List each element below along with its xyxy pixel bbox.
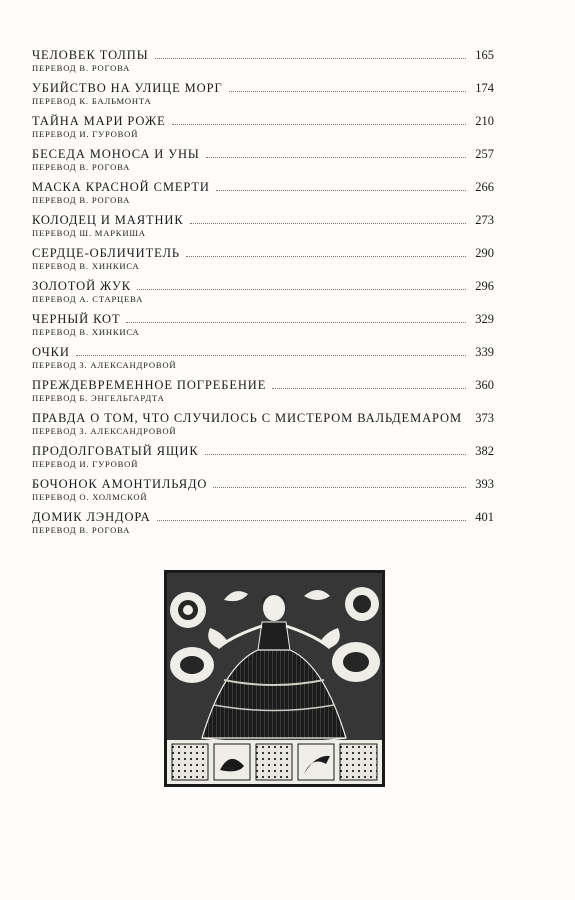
toc-entry-page: 257 <box>475 147 494 161</box>
toc-entry-translator: ПЕРЕВОД В. РОГОВА <box>32 525 131 535</box>
toc-entry[interactable] <box>32 110 494 143</box>
toc-entry-title: МАСКА КРАСНОЙ СМЕРТИ <box>32 180 210 194</box>
toc-entry[interactable] <box>32 506 494 539</box>
toc-entry-title: ДОМИК ЛЭНДОРА <box>32 510 151 524</box>
dot-leader <box>216 189 466 191</box>
toc-entry[interactable] <box>32 275 494 308</box>
toc-entry[interactable] <box>32 44 494 77</box>
toc-entry-page: 273 <box>475 213 494 227</box>
dot-leader <box>172 123 466 125</box>
toc-entry-title: ОЧКИ <box>32 345 70 359</box>
toc-entry[interactable] <box>32 473 494 506</box>
toc-entry-page: 165 <box>475 48 494 62</box>
toc-entry[interactable] <box>32 209 494 242</box>
toc-entry[interactable] <box>32 176 494 209</box>
dot-leader <box>205 453 466 455</box>
dot-leader <box>137 288 466 290</box>
toc-entry-title: ПРЕЖДЕВРЕМЕННОЕ ПОГРЕБЕНИЕ <box>32 378 267 392</box>
dot-leader <box>206 156 466 158</box>
toc-entry-page: 382 <box>475 444 494 458</box>
toc-entry-title: ЧЕРНЫЙ КОТ <box>32 312 121 326</box>
dot-leader <box>272 387 466 389</box>
toc-entry-translator: ПЕРЕВОД З. АЛЕКСАНДРОВОЙ <box>32 360 177 370</box>
woodcut-figure-in-crinoline-image <box>164 570 385 787</box>
dot-leader <box>229 90 466 92</box>
toc-entry-translator: ПЕРЕВОД А. СТАРЦЕВА <box>32 294 144 304</box>
table-of-contents <box>32 44 494 539</box>
toc-entry-title: БОЧОНОК АМОНТИЛЬЯДО <box>32 477 208 491</box>
dot-leader <box>157 519 466 521</box>
toc-entry-translator: ПЕРЕВОД Б. ЭНГЕЛЬГАРДТА <box>32 393 165 403</box>
toc-entry-page: 296 <box>475 279 494 293</box>
toc-entry-page: 393 <box>475 477 494 491</box>
dot-leader <box>186 255 466 257</box>
toc-entry-title: СЕРДЦЕ-ОБЛИЧИТЕЛЬ <box>32 246 180 260</box>
toc-entry[interactable] <box>32 143 494 176</box>
dot-leader <box>213 486 466 488</box>
dot-leader <box>76 354 466 356</box>
toc-entry-translator: ПЕРЕВОД Ш. МАРКИША <box>32 228 146 238</box>
toc-entry-translator: ПЕРЕВОД В. РОГОВА <box>32 162 131 172</box>
toc-entry[interactable] <box>32 341 494 374</box>
toc-entry-translator: ПЕРЕВОД К. БАЛЬМОНТА <box>32 96 152 106</box>
toc-entry-page: 373 <box>475 411 494 425</box>
woodcut-illustration <box>164 570 385 787</box>
toc-entry[interactable] <box>32 374 494 407</box>
toc-entry-translator: ПЕРЕВОД В. РОГОВА <box>32 195 131 205</box>
toc-entry[interactable] <box>32 440 494 473</box>
toc-entry-title: ЧЕЛОВЕК ТОЛПЫ <box>32 48 149 62</box>
toc-entry-page: 339 <box>475 345 494 359</box>
toc-entry-page: 329 <box>475 312 494 326</box>
toc-entry-title: БЕСЕДА МОНОСА И УНЫ <box>32 147 200 161</box>
toc-entry-translator: ПЕРЕВОД И. ГУРОВОЙ <box>32 129 139 139</box>
toc-entry-page: 174 <box>475 81 494 95</box>
dot-leader <box>126 321 466 323</box>
toc-entry-title: ТАЙНА МАРИ РОЖЕ <box>32 114 166 128</box>
toc-entry-translator: ПЕРЕВОД В. ХИНКИСА <box>32 327 140 337</box>
toc-entry-title: ПРОДОЛГОВАТЫЙ ЯЩИК <box>32 444 199 458</box>
toc-entry[interactable] <box>32 308 494 341</box>
toc-entry-title: КОЛОДЕЦ И МАЯТНИК <box>32 213 184 227</box>
toc-entry-page: 290 <box>475 246 494 260</box>
toc-entry-translator: ПЕРЕВОД В. ХИНКИСА <box>32 261 140 271</box>
toc-entry-page: 210 <box>475 114 494 128</box>
toc-entry-title: ПРАВДА О ТОМ, ЧТО СЛУЧИЛОСЬ С МИСТЕРОМ ВАЛЬДЕМАРОМ <box>32 411 462 425</box>
toc-entry-translator: ПЕРЕВОД З. АЛЕКСАНДРОВОЙ <box>32 426 177 436</box>
toc-entry-page: 266 <box>475 180 494 194</box>
toc-entry-translator: ПЕРЕВОД О. ХОЛМСКОЙ <box>32 492 148 502</box>
toc-entry-page: 360 <box>475 378 494 392</box>
toc-entry-page: 401 <box>475 510 494 524</box>
toc-entry-translator: ПЕРЕВОД В. РОГОВА <box>32 63 131 73</box>
toc-entry[interactable] <box>32 407 494 440</box>
dot-leader <box>155 57 466 59</box>
toc-entry-title: ЗОЛОТОЙ ЖУК <box>32 279 131 293</box>
toc-entry-title: УБИЙСТВО НА УЛИЦЕ МОРГ <box>32 81 223 95</box>
dot-leader <box>190 222 466 224</box>
toc-entry[interactable] <box>32 77 494 110</box>
toc-entry[interactable] <box>32 242 494 275</box>
toc-entry-translator: ПЕРЕВОД И. ГУРОВОЙ <box>32 459 139 469</box>
